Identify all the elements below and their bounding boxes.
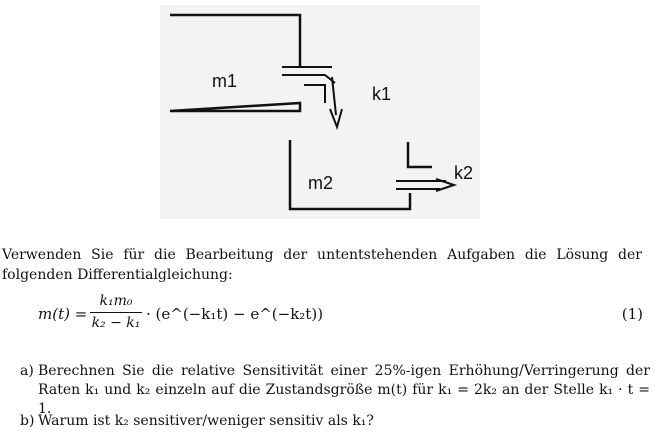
rate2-label: k2 <box>454 163 474 183</box>
task-item-a-text: Berechnen Sie die relative Sensitivität einer 25%-igen Erhöhung/Verringerung der Raten k₁ und k₂ einzeln auf die Zustandsgröße m(t) für k₁ = 2k₂ an der Stelle k₁ · t = 1. <box>38 363 650 417</box>
tank2-outlet-pipe <box>396 181 446 189</box>
compartment-diagram-svg <box>160 5 480 219</box>
equation <box>0 292 665 342</box>
rate1-label: k1 <box>372 84 392 104</box>
task-item-b-text: Warum ist k₂ sensitiver/weniger sensitiv als k₁? <box>38 413 374 429</box>
equation-denominator: k₂ − k₁ <box>91 315 141 331</box>
compartment-diagram <box>160 5 480 219</box>
tank1-outlet-pipe <box>282 67 335 83</box>
tank1-outlet-lower <box>304 85 325 103</box>
tank1-label: m1 <box>212 71 238 91</box>
task-item-b-label: b) <box>20 413 35 429</box>
equation-rhs: · (e^(−k₁t) − e^(−k₂t)) <box>146 305 324 323</box>
fraction-bar <box>90 312 142 313</box>
equation-lhs: m(t) = <box>38 305 88 323</box>
task-item-b <box>20 412 650 431</box>
tank2-label: m2 <box>308 173 334 193</box>
equation-number: (1) <box>621 305 643 323</box>
tank1-outline <box>170 15 300 111</box>
task-item-a <box>20 362 650 419</box>
equation-numerator: k₁m₀ <box>99 293 133 309</box>
tank2-inflow-wall <box>408 142 432 167</box>
intro-paragraph: Verwenden Sie für die Bearbeitung der untentstehenden Aufgaben die Lösung der folgenden Differentialgleichung: <box>2 247 642 283</box>
equation-fraction <box>90 292 142 333</box>
task-item-a-label: a) <box>20 363 34 379</box>
